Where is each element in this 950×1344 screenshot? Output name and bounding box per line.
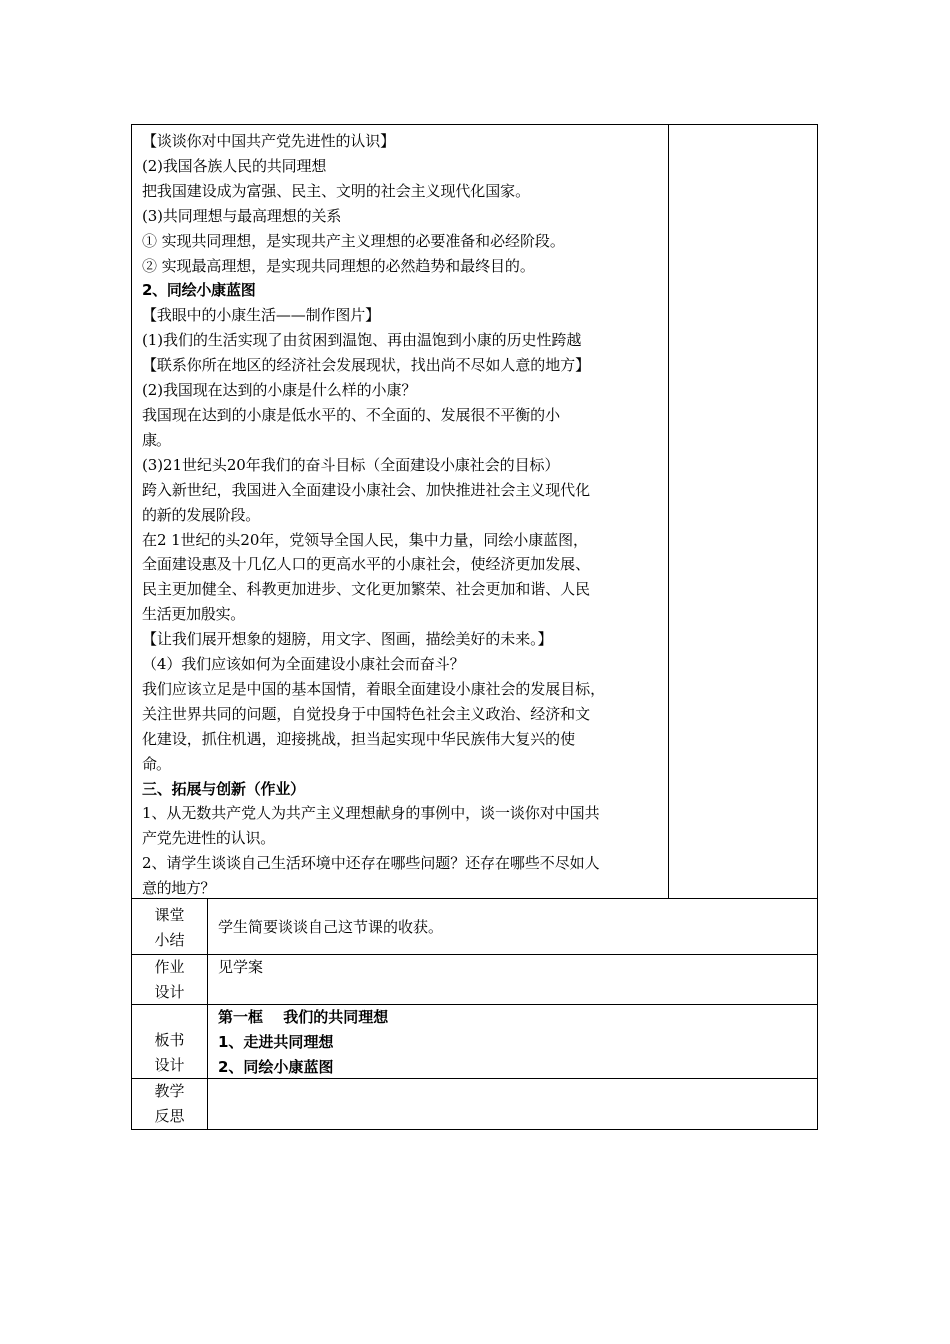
board-label xyxy=(132,1028,207,1078)
content-line: ① 实现共同理想，是实现共产主义理想的必要准备和必经阶段。 xyxy=(142,231,565,250)
content-line: 【我眼中的小康生活——制作图片】 xyxy=(142,306,381,325)
summary-content: 学生简要谈谈自己这节课的收获。 xyxy=(218,918,444,936)
lesson-plan-table xyxy=(131,124,818,1130)
content-line: 我们应该立足是中国的基本国情，着眼全面建设小康社会的发展目标， xyxy=(142,679,606,698)
summary-label-line-2: 小结 xyxy=(154,931,185,949)
content-line: ② 实现最高理想，是实现共同理想的必然趋势和最终目的。 xyxy=(142,256,535,275)
content-line: 生活更加殷实。 xyxy=(142,605,246,624)
content-line: 1、从无数共产党人为共产主义理想献身的事例中，谈一谈你对中国共 xyxy=(142,804,600,823)
content-line: 关注世界共同的问题，自觉投身于中国特色社会主义政治、经济和文 xyxy=(142,704,591,723)
content-line: 【谈谈你对中国共产党先进性的认识】 xyxy=(142,132,396,150)
content-line: (1)我们的生活实现了由贫困到温饱、再由温饱到小康的历史性跨越 xyxy=(142,331,582,350)
content-line: (2)我国现在达到的小康是什么样的小康？ xyxy=(142,381,417,400)
content-line: （4）我们应该如何为全面建设小康社会而奋斗？ xyxy=(142,655,465,674)
content-line: 我国现在达到的小康是低水平的、不全面的、发展很不平衡的小 xyxy=(142,405,561,424)
content-line: 的新的发展阶段。 xyxy=(142,505,261,524)
content-line: 意的地方？ xyxy=(142,879,216,898)
content-line: (3)21世纪头20年我们的奋斗目标（全面建设小康社会的目标） xyxy=(142,455,560,474)
board-point-2: 2、同绘小康蓝图 xyxy=(218,1058,334,1076)
board-label-line-1: 板书 xyxy=(154,1031,185,1049)
content-line: 2、请学生谈谈自己生活环境中还存在哪些问题？还存在哪些不尽如人 xyxy=(142,854,600,873)
content-line: 康。 xyxy=(142,430,171,449)
content-line: 在2 1世纪的头20年，党领导全国人民，集中力量，同绘小康蓝图， xyxy=(142,530,588,549)
main-content xyxy=(142,129,670,901)
board-content xyxy=(218,1005,388,1080)
content-line: 民主更加健全、科教更加进步、文化更加繁荣、社会更加和谐、人民 xyxy=(142,580,591,599)
reflection-label-line-2: 反思 xyxy=(154,1107,185,1125)
board-title: 第一框 我们的共同理想 xyxy=(218,1008,389,1026)
reflection-label xyxy=(132,1079,207,1129)
content-line: 化建设，抓住机遇，迎接挑战，担当起实现中华民族伟大复兴的使 xyxy=(142,729,576,748)
content-line: 命。 xyxy=(142,754,171,773)
homework-label xyxy=(132,955,207,1005)
content-line: (3)共同理想与最高理想的关系 xyxy=(142,206,342,225)
content-line: 【让我们展开想象的翅膀，用文字、图画，描绘美好的未来。】 xyxy=(142,630,553,649)
content-line: 产党先进性的认识。 xyxy=(142,829,276,848)
content-line: 【联系你所在地区的经济社会发展现状，找出尚不尽如人意的地方】 xyxy=(142,356,591,375)
reflection-label-line-1: 教学 xyxy=(154,1082,185,1100)
content-line: 全面建设惠及十几亿人口的更高水平的小康社会，使经济更加发展、 xyxy=(142,555,591,574)
summary-label xyxy=(132,903,207,953)
content-line: 三、拓展与创新（作业） xyxy=(142,779,306,798)
content-line: 跨入新世纪，我国进入全面建设小康社会、加快推进社会主义现代化 xyxy=(142,480,591,499)
content-line: 2、同绘小康蓝图 xyxy=(142,281,256,300)
board-point-1: 1、走进共同理想 xyxy=(218,1033,334,1051)
content-line: 把我国建设成为富强、民主、文明的社会主义现代化国家。 xyxy=(142,181,531,200)
board-label-line-2: 设计 xyxy=(154,1056,185,1074)
summary-label-line-1: 课堂 xyxy=(154,906,185,924)
label-column-divider xyxy=(207,898,208,1129)
content-line: (2)我国各族人民的共同理想 xyxy=(142,156,327,175)
homework-label-line-1: 作业 xyxy=(154,958,185,976)
homework-label-line-2: 设计 xyxy=(154,983,185,1001)
homework-content: 见学案 xyxy=(218,958,264,976)
